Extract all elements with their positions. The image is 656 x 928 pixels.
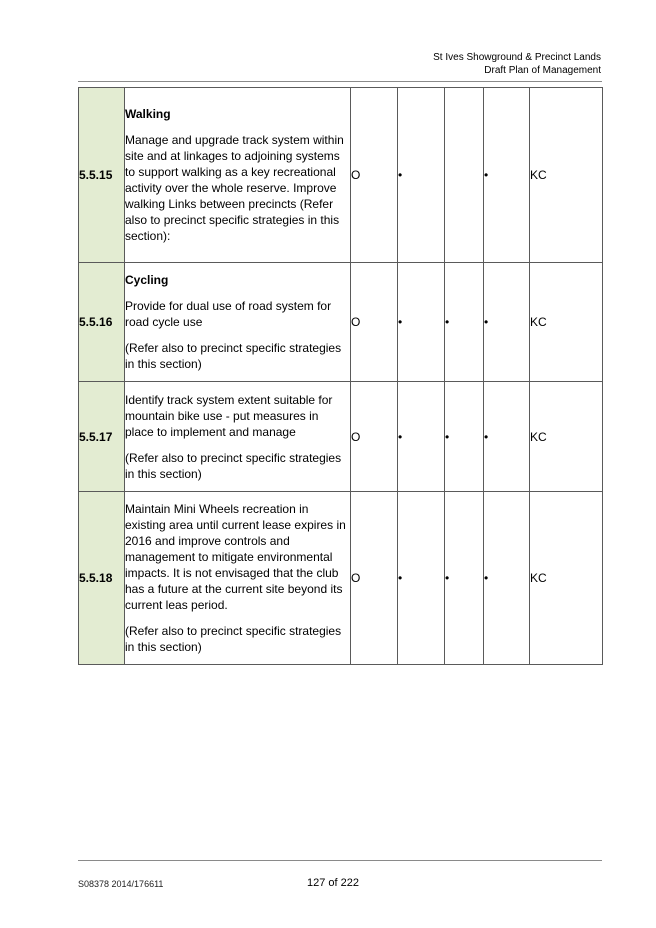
item-title: Cycling bbox=[125, 273, 169, 287]
table-row bbox=[79, 492, 603, 665]
item-number: 5.5.16 bbox=[79, 263, 125, 382]
priority-mark-col2: • bbox=[398, 88, 445, 263]
priority-mark-col1: O bbox=[351, 263, 398, 382]
priority-mark-col4: • bbox=[484, 492, 530, 665]
responsibility-cell: KC bbox=[530, 88, 603, 263]
priority-mark-col1: O bbox=[351, 382, 398, 492]
footer-divider bbox=[78, 860, 602, 861]
priority-mark-col4: • bbox=[484, 263, 530, 382]
item-number: 5.5.17 bbox=[79, 382, 125, 492]
table-row bbox=[79, 88, 603, 263]
priority-mark-col3: • bbox=[445, 492, 484, 665]
item-description bbox=[125, 88, 351, 263]
header-document-title: St Ives Showground & Precinct Lands bbox=[433, 52, 601, 63]
priority-mark-col1: O bbox=[351, 88, 398, 263]
item-description bbox=[125, 382, 351, 492]
item-title: Walking bbox=[125, 107, 171, 121]
priority-mark-col1: O bbox=[351, 492, 398, 665]
item-paragraph: (Refer also to precinct specific strategies in this section) bbox=[125, 341, 342, 371]
header-divider bbox=[78, 81, 602, 82]
table-row bbox=[79, 382, 603, 492]
item-number: 5.5.18 bbox=[79, 492, 125, 665]
priority-mark-col3 bbox=[445, 88, 484, 263]
item-description bbox=[125, 263, 351, 382]
table-row bbox=[79, 263, 603, 382]
responsibility-cell: KC bbox=[530, 263, 603, 382]
item-paragraph: Maintain Mini Wheels recreation in existing area until current lease expires in 2016 and improve controls and management to mitigate environmental impacts. It is not envisaged that the club has a future at the current site beyond its current leas period. bbox=[125, 502, 346, 612]
priority-mark-col4: • bbox=[484, 88, 530, 263]
item-paragraph: Identify track system extent suitable for mountain bike use - put measures in place to implement and manage bbox=[125, 392, 333, 439]
priority-mark-col3: • bbox=[445, 382, 484, 492]
priority-mark-col4: • bbox=[484, 382, 530, 492]
item-description bbox=[125, 492, 351, 665]
priority-mark-col2: • bbox=[398, 263, 445, 382]
item-paragraph: (Refer also to precinct specific strategies in this section) bbox=[125, 624, 342, 654]
header-document-subtitle: Draft Plan of Management bbox=[484, 65, 601, 76]
item-paragraph: Manage and upgrade track system within site and at linkages to adjoining systems to support walking as a key recreational activity over the whole reserve. Improve walking Links between precincts (Refer also to precinct specific strategies in this section): bbox=[125, 133, 344, 243]
strategy-table bbox=[78, 87, 603, 665]
responsibility-cell: KC bbox=[530, 382, 603, 492]
priority-mark-col3: • bbox=[445, 263, 484, 382]
item-number: 5.5.15 bbox=[79, 88, 125, 263]
item-paragraph: (Refer also to precinct specific strategies in this section) bbox=[125, 450, 342, 481]
footer-reference: S08378 2014/176611 bbox=[78, 879, 164, 889]
responsibility-cell: KC bbox=[530, 492, 603, 665]
page-number: 127 of 222 bbox=[307, 877, 359, 889]
item-paragraph: Provide for dual use of road system for road cycle use bbox=[125, 299, 332, 329]
page-header bbox=[433, 51, 601, 77]
priority-mark-col2: • bbox=[398, 492, 445, 665]
priority-mark-col2: • bbox=[398, 382, 445, 492]
